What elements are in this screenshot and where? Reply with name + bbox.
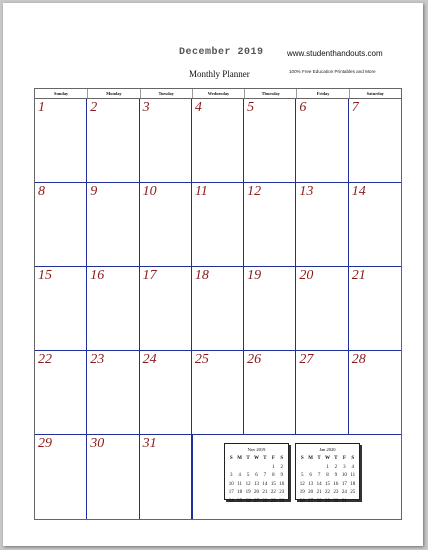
mini-weekday: W [324,456,330,461]
mini-day [315,464,323,473]
day-number: 6 [299,100,307,115]
mini-day: 5 [246,473,250,478]
mini-day: 20 [308,490,314,495]
day-cell[interactable] [192,183,244,267]
weekday-friday: Friday [296,89,348,98]
mini-day: 8 [326,473,329,478]
day-cell[interactable] [296,99,348,183]
day-cell[interactable] [35,435,87,519]
day-number: 17 [142,268,157,283]
day-number: 19 [247,268,262,283]
day-cell[interactable] [35,351,87,435]
weekday-header-row [35,89,401,99]
mini-calendar-title: Nov 2019 [247,447,266,452]
mini-day: 28 [316,498,322,504]
mini-day: 24 [341,490,347,495]
day-number: 15 [38,268,52,283]
mini-day: 25 [237,498,243,504]
day-number: 13 [299,184,314,199]
mini-day: 27 [253,498,259,504]
mini-day: 2 [280,464,284,470]
mini-weekday: S [229,456,233,461]
day-number: 29 [38,436,52,451]
day-cell[interactable] [244,351,296,435]
mini-day: 31 [341,498,347,504]
mini-day: 6 [255,473,258,478]
mini-day: 16 [279,481,285,487]
mini-day: 16 [333,481,339,487]
day-cell[interactable] [140,183,192,267]
mini-day: 19 [299,490,305,495]
mini-day: 15 [324,481,330,487]
mini-day: 18 [237,490,243,495]
mini-day: 27 [308,498,314,504]
mini-weekday: S [280,456,284,461]
weekday-monday: Monday [87,89,139,98]
mini-day [298,464,306,473]
day-cell[interactable] [140,267,192,351]
mini-day: 11 [237,481,243,487]
mini-day: 22 [324,490,330,495]
day-cell[interactable] [87,267,139,351]
mini-day: 21 [316,490,322,495]
mini-day: 22 [270,490,276,495]
day-cell[interactable] [349,183,401,267]
site-url: www.studenthandouts.com [287,49,383,58]
weekday-tuesday: Tuesday [140,89,192,98]
mini-day: 10 [341,473,347,478]
day-number: 20 [299,268,314,283]
mini-day: 3 [343,464,346,470]
mini-day: 7 [263,473,267,478]
day-cell[interactable] [35,267,87,351]
month-title: December 2019 [179,47,264,58]
mini-day: 14 [262,481,268,487]
mini-day: 13 [308,481,314,487]
mini-day: 21 [262,490,268,495]
weekday-wednesday: Wednesday [192,89,244,98]
mini-day [349,498,357,507]
mini-day: 14 [316,481,322,487]
mini-calendar-next [295,443,360,504]
mini-weekday: T [263,456,267,461]
mini-day: 12 [299,481,305,487]
mini-day: 20 [253,490,259,495]
day-cell[interactable] [296,183,348,267]
mini-day: 29 [324,498,330,504]
day-cell[interactable] [244,267,296,351]
mini-day [227,464,235,473]
day-cell[interactable] [140,351,192,435]
mini-day: 23 [333,490,339,495]
day-number: 30 [90,436,105,451]
day-number: 14 [351,184,366,199]
mini-day [252,464,260,473]
day-cell[interactable] [192,351,244,435]
mini-day [261,464,269,473]
mini-day: 18 [350,481,356,487]
mini-day: 12 [245,481,251,487]
mini-day: 11 [350,473,356,478]
weekday-saturday: Saturday [349,89,401,98]
mini-day: 7 [317,473,321,478]
mini-day: 15 [270,481,276,487]
mini-day: 24 [228,498,234,504]
mini-day: 30 [279,498,285,504]
mini-day: 13 [253,481,259,487]
mini-day: 29 [270,498,276,504]
mini-day: 2 [334,464,338,470]
day-cell[interactable] [349,267,401,351]
mini-weekday: M [237,456,242,461]
day-cell[interactable] [296,267,348,351]
mini-calendar-grid [298,455,357,506]
mini-weekday: F [342,456,346,461]
mini-weekday: S [351,456,355,461]
day-number: 28 [351,352,366,367]
day-number: 16 [90,268,105,283]
day-number: 4 [194,100,202,115]
day-number: 12 [247,184,262,199]
mini-day: 9 [334,473,338,478]
day-cell[interactable] [296,351,348,435]
day-cell[interactable] [87,99,139,183]
day-cell[interactable] [349,99,401,183]
mini-calendar-grid [227,455,286,506]
mini-day: 17 [341,481,347,487]
mini-day: 17 [228,490,234,495]
mini-day: 3 [229,473,233,478]
day-number: 5 [247,100,255,115]
day-number: 31 [142,436,157,451]
day-number: 22 [38,352,52,367]
mini-weekday: T [317,456,321,461]
mini-day: 30 [333,498,339,504]
planner-page [3,3,423,546]
mini-day [244,464,252,473]
day-number: 7 [351,100,359,115]
mini-day: 4 [351,464,355,470]
mini-day: 28 [262,498,268,504]
day-number: 8 [38,184,45,199]
mini-day: 25 [350,490,356,495]
day-cell[interactable] [87,435,139,519]
mini-weekday: W [253,456,259,461]
mini-day [306,464,314,473]
day-number: 27 [299,352,314,367]
day-cell[interactable] [35,99,87,183]
day-number: 24 [142,352,157,367]
day-number: 2 [90,100,98,115]
mini-calendar-previous [224,443,289,504]
day-number: 18 [194,268,209,283]
mini-day: 23 [279,490,285,495]
day-cell[interactable] [35,183,87,267]
mini-day [235,464,243,473]
day-number: 3 [142,100,150,115]
planner-title: Monthly Planner [189,69,250,79]
mini-day: 1 [326,464,329,470]
mini-weekday: F [271,456,275,461]
day-number: 11 [194,184,208,199]
day-cell[interactable] [192,99,244,183]
day-number: 1 [38,100,45,115]
mini-weekday: T [246,456,250,461]
day-cell[interactable] [140,99,192,183]
mini-day: 5 [300,473,304,478]
mini-day: 1 [272,464,275,470]
mini-day: 4 [238,473,241,478]
weekday-sunday: Sunday [54,91,69,96]
mini-day: 10 [228,481,234,487]
mini-weekday: M [308,456,313,461]
day-cell[interactable] [140,435,192,519]
site-tagline: 100% Free Education Printables and More [289,69,376,74]
day-number: 25 [194,352,209,367]
day-cell[interactable] [87,351,139,435]
day-cell[interactable] [192,267,244,351]
mini-day: 19 [245,490,251,495]
mini-day: 26 [245,498,251,504]
day-cell[interactable] [244,99,296,183]
day-cell[interactable] [349,351,401,435]
day-number: 23 [90,352,105,367]
mini-day: 6 [309,473,312,478]
day-number: 9 [90,184,98,199]
mini-day: 9 [280,473,284,478]
mini-day: 26 [299,498,305,504]
mini-calendar-title: Jan 2020 [319,447,336,452]
day-number: 26 [247,352,262,367]
mini-weekday: T [334,456,338,461]
mini-day: 8 [272,473,275,478]
day-number: 10 [142,184,157,199]
day-cell[interactable] [244,183,296,267]
day-cell[interactable] [87,183,139,267]
day-number: 21 [351,268,366,283]
weekday-thursday: Thursday [244,89,296,98]
mini-weekday: S [300,456,304,461]
